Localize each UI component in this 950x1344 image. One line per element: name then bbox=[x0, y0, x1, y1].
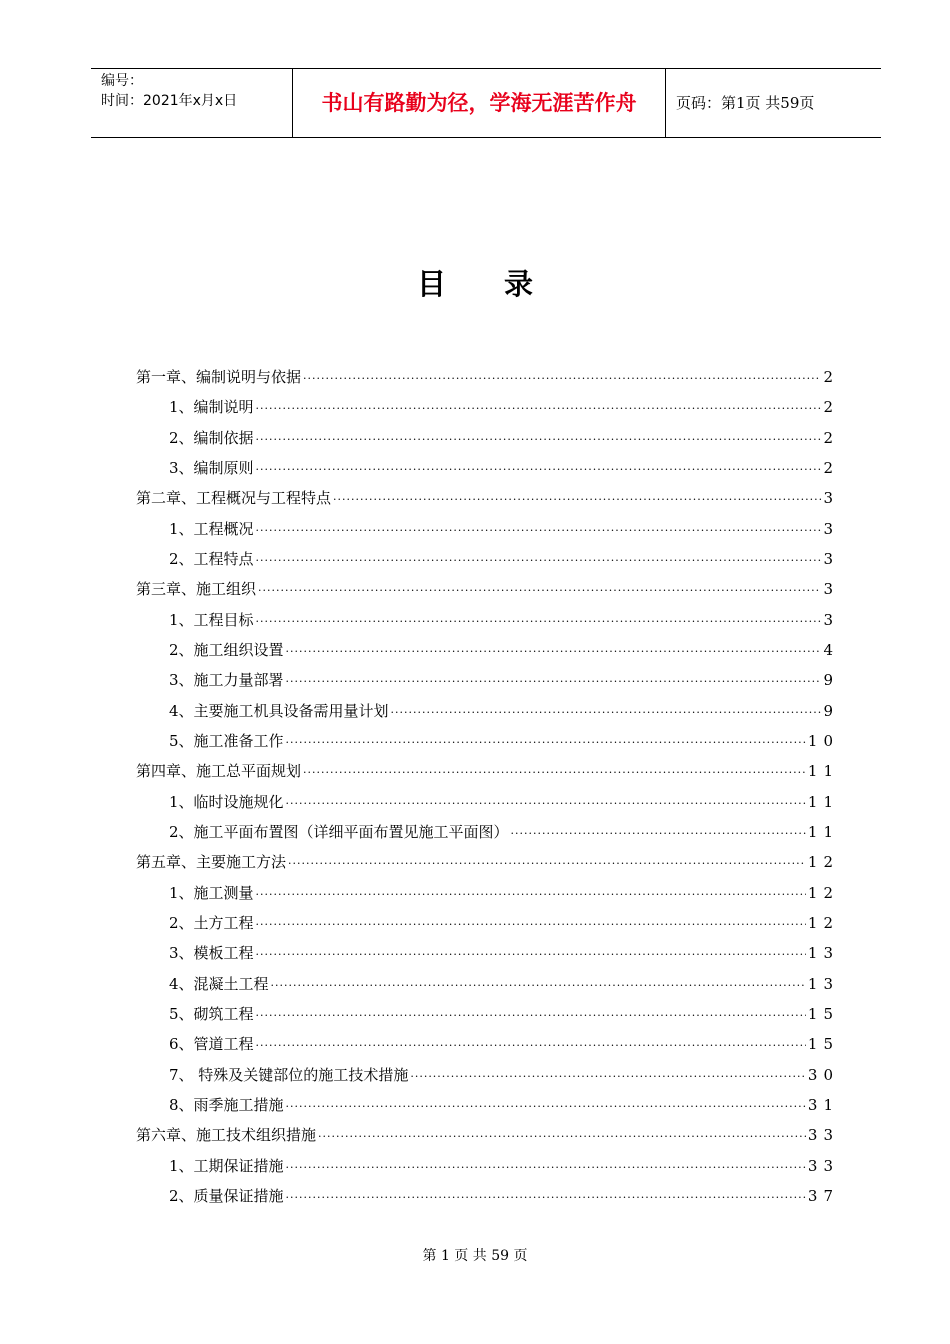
toc-entry-page: 4 bbox=[823, 640, 839, 659]
toc-entry-label: 第三章、施工组织 bbox=[136, 580, 257, 599]
toc-section-row[interactable] bbox=[136, 969, 839, 999]
header-page-cell bbox=[666, 69, 881, 137]
toc-chapter-row[interactable] bbox=[136, 847, 839, 877]
toc-entry-page: 12 bbox=[807, 913, 839, 932]
toc-entry-label: 第四章、施工总平面规划 bbox=[136, 762, 302, 781]
toc-section-row[interactable] bbox=[136, 726, 839, 756]
page-title bbox=[0, 264, 950, 304]
toc-leader-dots bbox=[256, 546, 822, 576]
toc-entry-label: 第六章、施工技术组织措施 bbox=[136, 1126, 317, 1145]
toc-leader-dots bbox=[286, 728, 806, 758]
toc-entry-page: 10 bbox=[807, 731, 839, 750]
toc-entry-page: 11 bbox=[807, 792, 839, 811]
toc-entry-label: 1、工程目标 bbox=[169, 610, 254, 629]
toc-leader-dots bbox=[271, 971, 806, 1001]
toc-entry-page: 9 bbox=[823, 701, 839, 720]
toc-leader-dots bbox=[256, 516, 822, 546]
toc-section-row[interactable] bbox=[136, 908, 839, 938]
toc-leader-dots bbox=[256, 1031, 806, 1061]
toc-leader-dots bbox=[511, 819, 806, 849]
toc-entry-label: 1、临时设施规化 bbox=[169, 792, 284, 811]
toc-section-row[interactable] bbox=[136, 938, 839, 968]
toc-entry-label: 5、砌筑工程 bbox=[169, 1004, 254, 1023]
toc-section-row[interactable] bbox=[136, 1029, 839, 1059]
toc-leader-dots bbox=[318, 1122, 806, 1152]
toc-section-row[interactable] bbox=[136, 665, 839, 695]
toc-section-row[interactable] bbox=[136, 423, 839, 453]
toc-entry-label: 7、 特殊及关键部位的施工技术措施 bbox=[169, 1065, 409, 1084]
toc-leader-dots bbox=[410, 1062, 806, 1092]
toc-leader-dots bbox=[288, 849, 806, 879]
toc-entry-page: 3 bbox=[823, 519, 839, 538]
toc-entry-page: 15 bbox=[807, 1035, 839, 1054]
toc-section-row[interactable] bbox=[136, 544, 839, 574]
header-motto-cell bbox=[293, 69, 666, 137]
toc-entry-label: 4、主要施工机具设备需用量计划 bbox=[169, 701, 389, 720]
toc-leader-dots bbox=[256, 607, 822, 637]
toc-entry-page: 3 bbox=[823, 489, 839, 508]
toc-leader-dots bbox=[258, 576, 821, 606]
toc-section-row[interactable] bbox=[136, 635, 839, 665]
toc-entry-label: 2、工程特点 bbox=[169, 549, 254, 568]
toc-chapter-row[interactable] bbox=[136, 483, 839, 513]
toc-entry-page: 30 bbox=[807, 1065, 839, 1084]
toc-leader-dots bbox=[256, 394, 822, 424]
toc-entry-label: 8、雨季施工措施 bbox=[169, 1095, 284, 1114]
toc-section-row[interactable] bbox=[136, 999, 839, 1029]
toc-leader-dots bbox=[286, 1153, 806, 1183]
toc-entry-label: 1、工期保证措施 bbox=[169, 1156, 284, 1175]
toc-entry-page: 9 bbox=[823, 671, 839, 690]
date-label: 时间：2021年x月x日 bbox=[101, 93, 238, 109]
toc-leader-dots bbox=[256, 880, 806, 910]
toc-entry-page: 13 bbox=[807, 944, 839, 963]
toc-entry-label: 4、混凝土工程 bbox=[169, 974, 269, 993]
toc-entry-label: 2、编制依据 bbox=[169, 428, 254, 447]
toc-leader-dots bbox=[303, 758, 806, 788]
page-footer: 第 1 页 共 59 页 bbox=[422, 1248, 528, 1264]
toc-entry-label: 2、土方工程 bbox=[169, 913, 254, 932]
toc-entry-label: 1、工程概况 bbox=[169, 519, 254, 538]
toc-section-row[interactable] bbox=[136, 453, 839, 483]
toc-leader-dots bbox=[286, 789, 806, 819]
toc-chapter-row[interactable] bbox=[136, 1120, 839, 1150]
toc-section-row[interactable] bbox=[136, 605, 839, 635]
toc-entry-page: 12 bbox=[807, 853, 839, 872]
toc-entry-page: 31 bbox=[807, 1095, 839, 1114]
toc-section-row[interactable] bbox=[136, 1090, 839, 1120]
toc-leader-dots bbox=[391, 698, 822, 728]
toc-entry-page: 11 bbox=[807, 822, 839, 841]
toc-entry-label: 3、编制原则 bbox=[169, 458, 254, 477]
serial-number-label: 编号： bbox=[101, 73, 143, 89]
toc-leader-dots bbox=[256, 940, 806, 970]
toc-chapter-row[interactable] bbox=[136, 756, 839, 786]
toc-section-row[interactable] bbox=[136, 1151, 839, 1181]
toc-entry-page: 2 bbox=[823, 398, 839, 417]
toc-leader-dots bbox=[303, 364, 821, 394]
toc-entry-page: 2 bbox=[823, 458, 839, 477]
toc-leader-dots bbox=[286, 667, 822, 697]
toc-section-row[interactable] bbox=[136, 787, 839, 817]
toc-entry-label: 3、模板工程 bbox=[169, 944, 254, 963]
toc-section-row[interactable] bbox=[136, 878, 839, 908]
toc-entry-label: 6、管道工程 bbox=[169, 1035, 254, 1054]
toc-leader-dots bbox=[286, 637, 822, 667]
toc-entry-label: 第五章、主要施工方法 bbox=[136, 853, 287, 872]
header-info-cell bbox=[91, 69, 293, 137]
toc-entry-label: 1、编制说明 bbox=[169, 398, 254, 417]
toc-leader-dots bbox=[256, 1001, 806, 1031]
toc-leader-dots bbox=[333, 485, 821, 515]
title-char-2: 录 bbox=[504, 267, 534, 301]
toc-entry-page: 3 bbox=[823, 549, 839, 568]
toc-entry-page: 2 bbox=[823, 428, 839, 447]
document-header bbox=[91, 68, 881, 138]
motto-text: 书山有路勤为径，学海无涯苦作舟 bbox=[321, 91, 637, 115]
toc-section-row[interactable] bbox=[136, 392, 839, 422]
toc-entry-page: 3 bbox=[823, 610, 839, 629]
toc-entry-label: 2、施工组织设置 bbox=[169, 640, 284, 659]
toc-section-row[interactable] bbox=[136, 514, 839, 544]
toc-entry-page: 37 bbox=[807, 1186, 839, 1205]
toc-entry-label: 2、质量保证措施 bbox=[169, 1186, 284, 1205]
toc-entry-label: 第二章、工程概况与工程特点 bbox=[136, 489, 332, 508]
toc-section-row[interactable] bbox=[136, 1181, 839, 1211]
toc-section-row[interactable] bbox=[136, 696, 839, 726]
toc-entry-page: 13 bbox=[807, 974, 839, 993]
toc-chapter-row[interactable] bbox=[136, 362, 839, 392]
toc-entry-page: 12 bbox=[807, 883, 839, 902]
toc-entry-page: 15 bbox=[807, 1004, 839, 1023]
toc-entry-page: 3 bbox=[823, 580, 839, 599]
toc-leader-dots bbox=[286, 1183, 806, 1213]
toc-leader-dots bbox=[286, 1092, 806, 1122]
table-of-contents bbox=[136, 362, 839, 1211]
toc-leader-dots bbox=[256, 455, 822, 485]
toc-entry-label: 3、施工力量部署 bbox=[169, 671, 284, 690]
toc-leader-dots bbox=[256, 425, 822, 455]
toc-entry-page: 2 bbox=[823, 368, 839, 386]
toc-entry-page: 11 bbox=[807, 762, 839, 781]
toc-entry-page: 33 bbox=[807, 1126, 839, 1145]
toc-entry-label: 5、施工准备工作 bbox=[169, 731, 284, 750]
toc-leader-dots bbox=[256, 910, 806, 940]
toc-entry-page: 33 bbox=[807, 1156, 839, 1175]
page-code-label: 页码：第1页 共59页 bbox=[676, 94, 815, 112]
toc-entry-label: 1、施工测量 bbox=[169, 883, 254, 902]
toc-entry-label: 第一章、编制说明与依据 bbox=[136, 368, 302, 386]
toc-entry-label: 2、施工平面布置图（详细平面布置见施工平面图） bbox=[169, 822, 509, 841]
title-char-1: 目 bbox=[416, 267, 446, 301]
toc-section-row[interactable] bbox=[136, 1060, 839, 1090]
toc-chapter-row[interactable] bbox=[136, 574, 839, 604]
toc-section-row[interactable] bbox=[136, 817, 839, 847]
